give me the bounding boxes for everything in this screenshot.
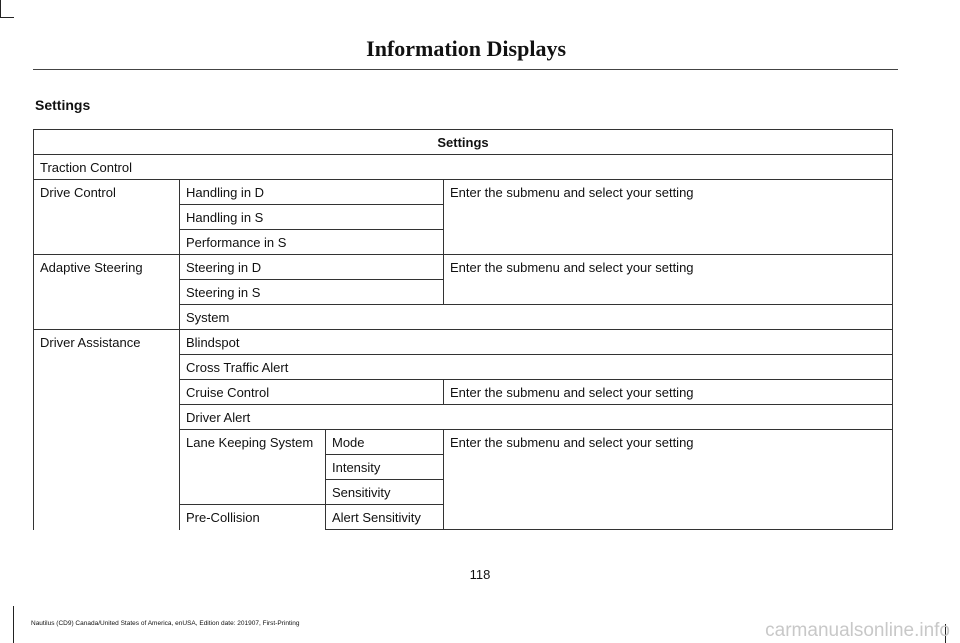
settings-table [33,129,893,530]
adaptive-steering-item: Steering in D [180,255,444,280]
adaptive-steering-label: Adaptive Steering [34,255,180,330]
pre-collision-item: Alert Sensitivity [326,505,444,530]
page-title: Information Displays [366,36,566,61]
blindspot-label: Blindspot [180,330,893,355]
lane-keeping-action: Enter the submenu and select your setting [444,430,893,530]
crop-mark-top-left-vertical [0,0,1,18]
adaptive-steering-item: Steering in S [180,280,444,305]
lane-keeping-item: Sensitivity [326,480,444,505]
section-heading: Settings [35,97,91,113]
crop-mark-top-left-horizontal [0,17,14,18]
adaptive-steering-action: Enter the submenu and select your setting [444,255,893,305]
page-number: 118 [469,567,491,582]
drive-control-action: Enter the submenu and select your setting [444,180,893,255]
adaptive-steering-system: System [180,305,893,330]
drive-control-item: Performance in S [180,230,444,255]
lane-keeping-item: Mode [326,430,444,455]
traction-control-label: Traction Control [34,155,893,180]
table-caption: Settings [34,130,893,155]
lane-keeping-item: Intensity [326,455,444,480]
watermark: carmanualsonline.info [765,620,950,641]
table-row [34,330,893,355]
table-row [34,180,893,205]
drive-control-item: Handling in D [180,180,444,205]
table-row [34,130,893,155]
cross-traffic-alert-label: Cross Traffic Alert [180,355,893,380]
crop-mark-bottom-left-vertical [13,606,14,643]
drive-control-item: Handling in S [180,205,444,230]
title-divider [33,69,898,70]
driver-alert-label: Driver Alert [180,405,893,430]
cruise-control-action: Enter the submenu and select your setting [444,380,893,405]
lane-keeping-label: Lane Keeping System [180,430,326,505]
pre-collision-label: Pre-Collision [180,505,326,530]
cruise-control-label: Cruise Control [180,380,444,405]
table-row [34,255,893,280]
driver-assistance-label: Driver Assistance [34,330,180,530]
table-row [34,155,893,180]
drive-control-label: Drive Control [34,180,180,255]
footer-edition-text: Nautilus (CD9) Canada/United States of America, enUSA, Edition date: 201907, First-Printing [31,620,300,627]
